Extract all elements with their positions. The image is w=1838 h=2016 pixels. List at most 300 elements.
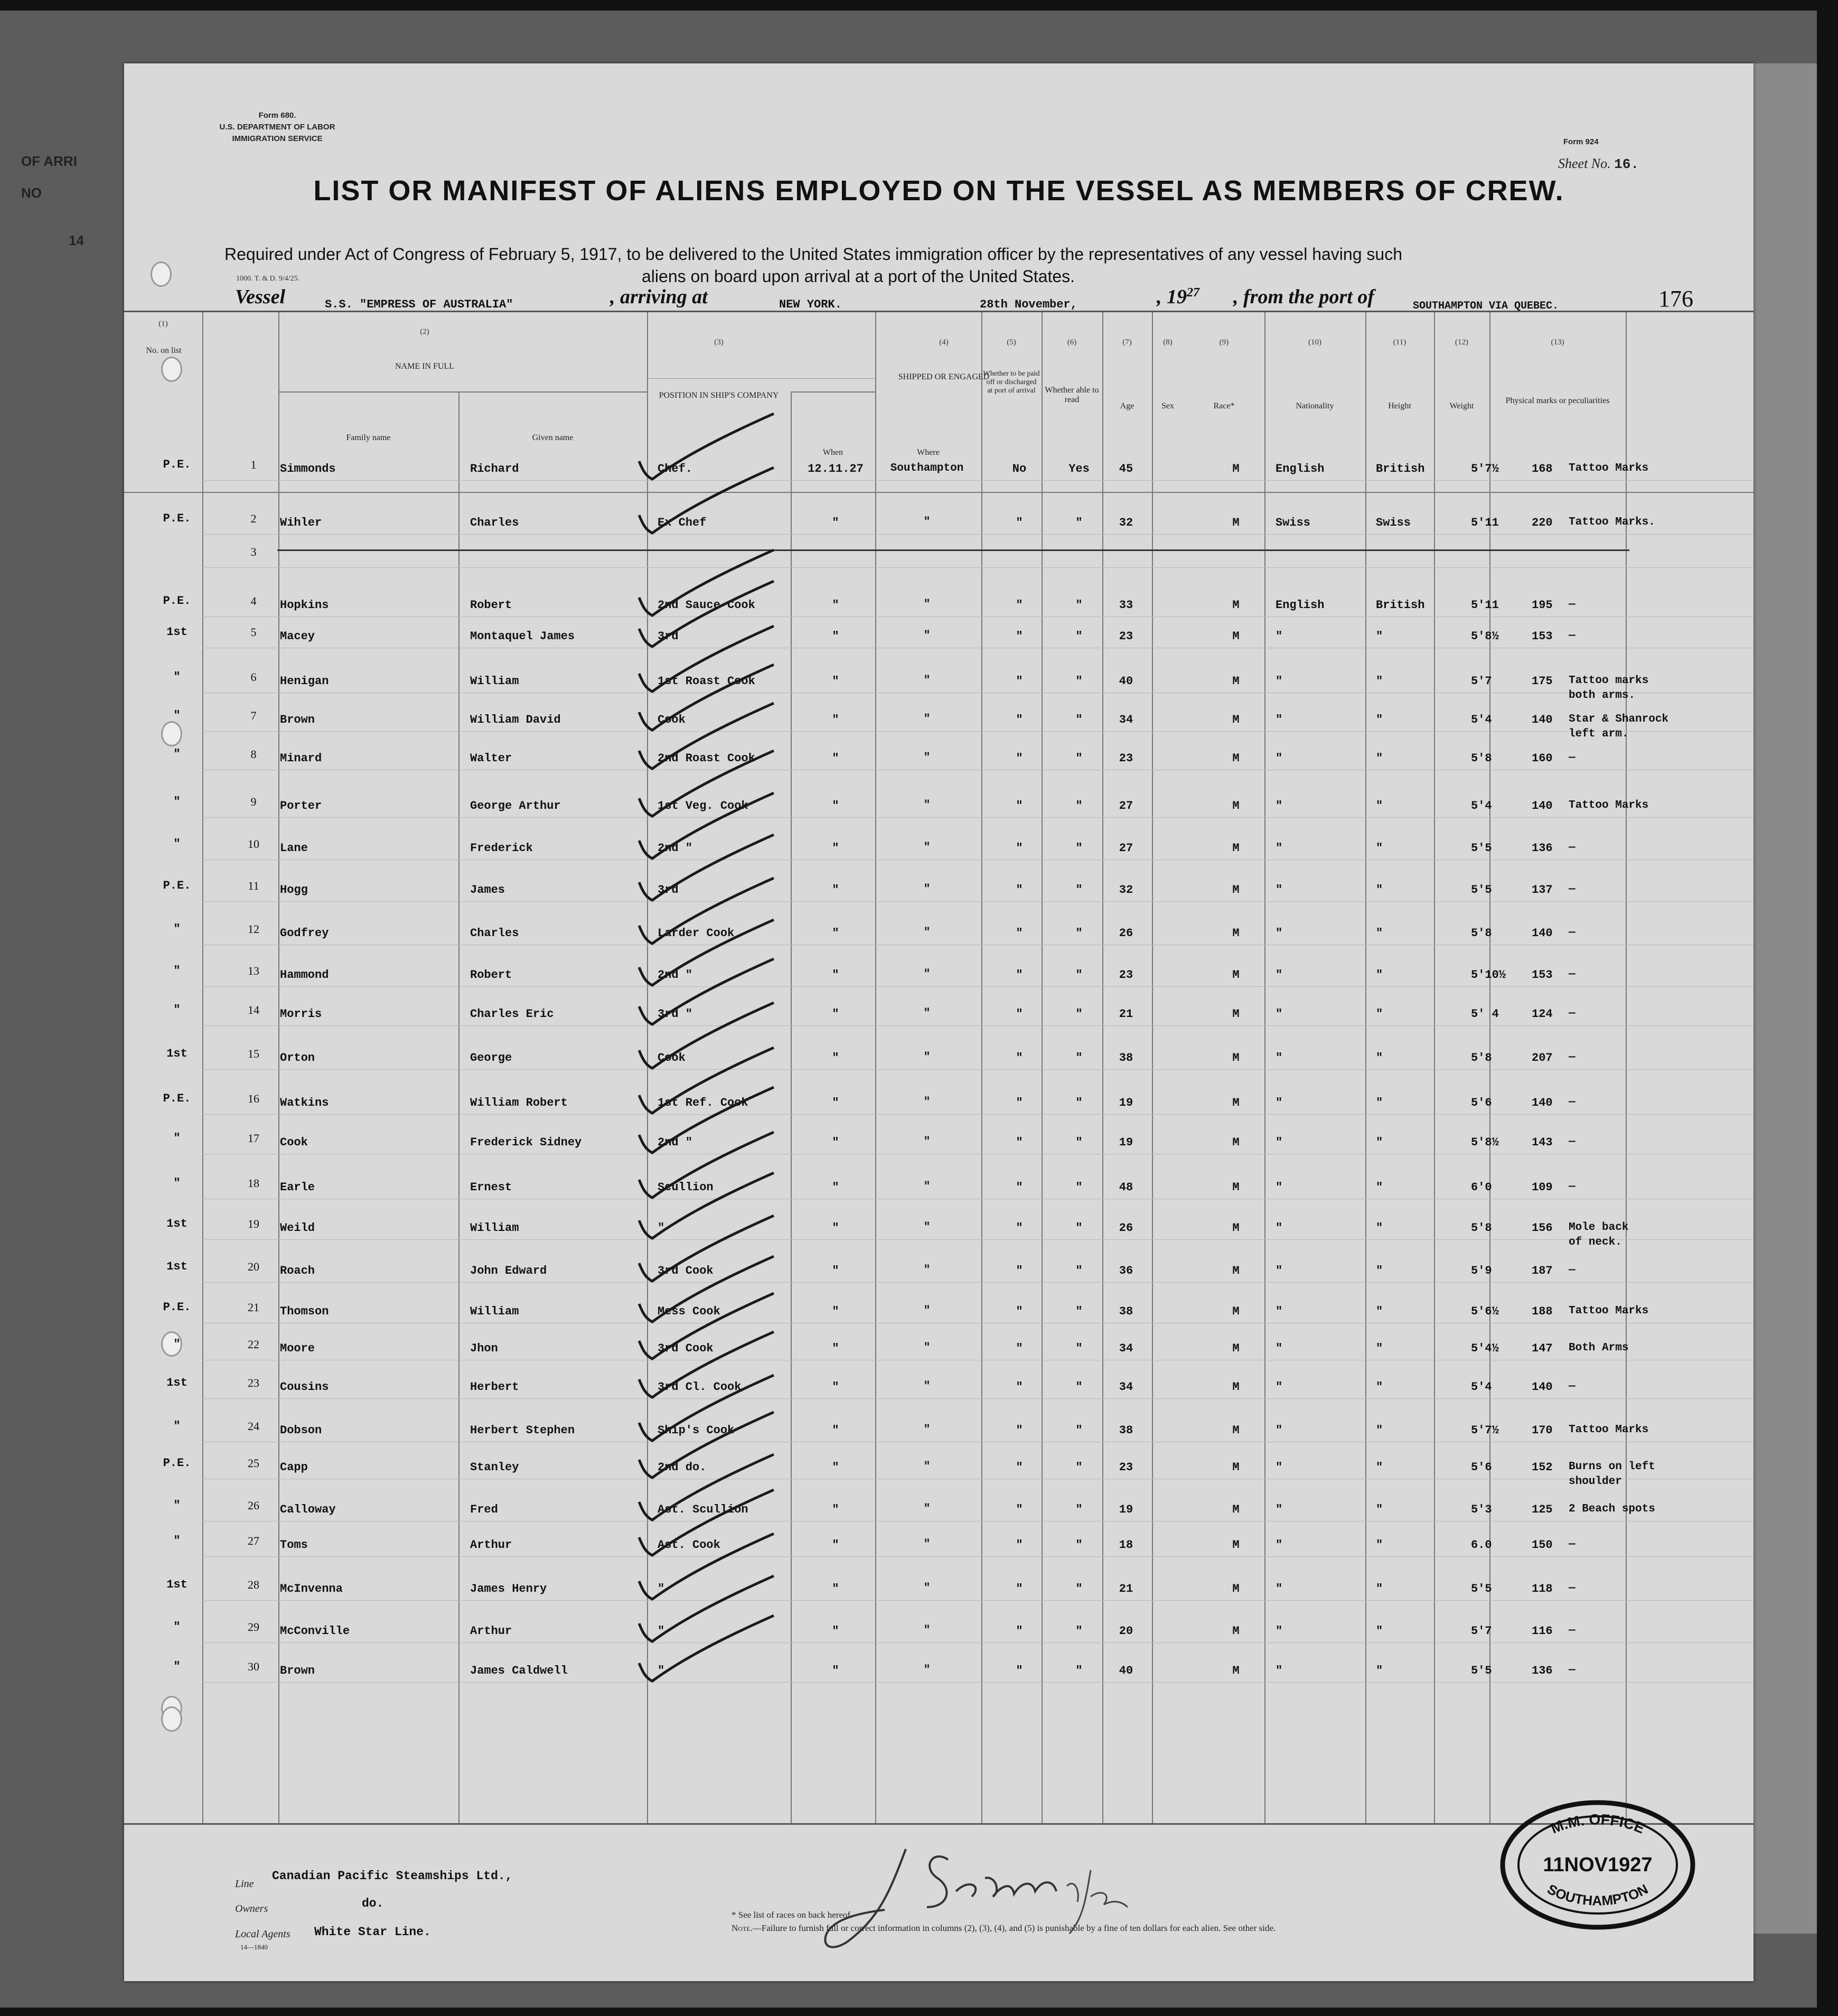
cell-race: " <box>1276 1342 1283 1355</box>
cell-paid: " <box>1016 1424 1023 1437</box>
cell-when: " <box>832 927 839 940</box>
stamp-bottom-text: SOUTHAMPTON <box>1544 1881 1651 1909</box>
cell-cls: 1st <box>166 1578 187 1591</box>
cell-age: 27 <box>1119 799 1133 813</box>
cell-no: 10 <box>248 837 259 851</box>
cell-no: 14 <box>248 1003 259 1016</box>
cell-when: " <box>832 516 839 529</box>
cell-position: 2nd do. <box>658 1461 707 1474</box>
cell-where: " <box>923 1461 931 1473</box>
cell-nat: " <box>1376 1461 1383 1474</box>
col-9-number: (9) <box>1219 338 1229 347</box>
cell-weight: 140 <box>1532 799 1553 813</box>
cell-position: Ast. Cook <box>658 1538 720 1552</box>
cell-marks-line2: both arms. <box>1569 689 1636 702</box>
cell-given: Fred <box>470 1503 498 1516</box>
cell-position: Cook <box>658 713 686 726</box>
cell-paid: " <box>1016 1007 1023 1021</box>
row-rule <box>202 731 1753 732</box>
cell-read: " <box>1075 1305 1083 1318</box>
cell-age: 19 <box>1119 1503 1133 1516</box>
cell-given: William David <box>470 713 561 726</box>
department-label: U.S. DEPARTMENT OF LABOR <box>219 123 335 132</box>
cell-sex: M <box>1232 1051 1240 1065</box>
cell-race: " <box>1276 1264 1283 1277</box>
cell-weight: 170 <box>1532 1424 1553 1437</box>
cell-sex: M <box>1232 1625 1240 1638</box>
cell-family: Brown <box>280 1664 315 1677</box>
col-11-number: (11) <box>1393 338 1406 347</box>
cell-marks: — <box>1569 1380 1576 1393</box>
row-rule <box>202 1642 1753 1643</box>
cell-when: " <box>832 883 839 897</box>
col-header-family-name: Family name <box>346 433 391 442</box>
cell-family: Watkins <box>280 1096 329 1109</box>
cell-race: Swiss <box>1276 516 1311 529</box>
cell-position: Mess Cook <box>658 1305 720 1318</box>
cell-paid: " <box>1016 1096 1023 1109</box>
cell-read: " <box>1075 713 1083 726</box>
form-number-right: Form 924 <box>1563 137 1599 146</box>
from-port-text: SOUTHAMPTON VIA QUEBEC. <box>1413 300 1559 312</box>
cell-nat: " <box>1376 1181 1383 1194</box>
cell-marks: — <box>1569 1582 1576 1594</box>
cell-race: " <box>1276 1664 1283 1677</box>
cell-where: " <box>923 675 931 687</box>
cell-position: Chef. <box>658 462 693 475</box>
cell-given: Stanley <box>470 1461 519 1474</box>
cell-when: " <box>832 1007 839 1021</box>
col-header-no-on-list: No. on list <box>146 346 182 355</box>
page-title: LIST OR MANIFEST OF ALIENS EMPLOYED ON THE VESSEL AS MEMBERS OF CREW. <box>313 175 1564 207</box>
cell-height: 5'4½ <box>1471 1342 1499 1355</box>
row-rule <box>202 1682 1753 1683</box>
cell-cls: P.E. <box>163 1301 191 1314</box>
cell-read: " <box>1075 752 1083 765</box>
cell-sex: M <box>1232 1096 1240 1109</box>
strike-line <box>277 549 1629 551</box>
cell-nat: " <box>1376 1342 1383 1355</box>
cell-family: Capp <box>280 1461 308 1474</box>
cell-read: " <box>1075 675 1083 688</box>
cell-age: 38 <box>1119 1051 1133 1065</box>
cell-read: " <box>1075 1264 1083 1277</box>
col-header-physical-marks: Physical marks or peculiarities <box>1505 396 1610 405</box>
cell-position: " <box>658 1221 665 1235</box>
cell-when: " <box>832 1582 839 1595</box>
cell-read: " <box>1075 1380 1083 1394</box>
cell-age: 20 <box>1119 1625 1133 1638</box>
cell-age: 19 <box>1119 1136 1133 1149</box>
cell-where: " <box>923 927 931 939</box>
cell-marks: — <box>1569 1096 1576 1108</box>
cell-position: 1st Roast Cook <box>658 675 755 688</box>
cell-read: " <box>1075 1096 1083 1109</box>
cell-age: 33 <box>1119 599 1133 612</box>
cell-position: 2nd Roast Cook <box>658 752 755 765</box>
row-rule <box>202 1114 1753 1115</box>
cell-weight: 152 <box>1532 1461 1553 1474</box>
cell-given: George <box>470 1051 512 1065</box>
inspector-signature <box>774 1828 1154 1955</box>
arrival-year <box>1157 285 1199 309</box>
cell-race: English <box>1276 599 1325 612</box>
local-agents-label: Local Agents <box>235 1928 290 1940</box>
cell-no: 29 <box>248 1620 259 1634</box>
cell-when: 12.11.27 <box>808 462 864 475</box>
page-number: 176 <box>1658 286 1693 312</box>
cell-paid: " <box>1016 752 1023 765</box>
cell-given: Frederick Sidney <box>470 1136 582 1149</box>
cell-weight: 220 <box>1532 516 1553 529</box>
cell-given: William <box>470 1221 519 1235</box>
cell-when: " <box>832 1461 839 1474</box>
cell-position: 1st Ref. Cook <box>658 1096 748 1109</box>
office-stamp <box>1492 1791 1703 1939</box>
subtitle-line-2: aliens on board upon arrival at a port of the United States. <box>642 267 1075 286</box>
cell-when: " <box>832 1503 839 1516</box>
cell-cls: " <box>173 795 181 808</box>
cell-where: " <box>923 1136 931 1148</box>
cell-nat: " <box>1376 675 1383 688</box>
cell-cls: 1st <box>166 1376 187 1389</box>
cell-paid: No <box>1012 462 1027 475</box>
cell-no: 13 <box>248 964 259 977</box>
owners-value: do. <box>362 1897 384 1910</box>
arriving-label-text: , arriving at <box>610 286 708 308</box>
cell-nat: " <box>1376 1096 1383 1109</box>
cell-height: 5'6½ <box>1471 1305 1499 1318</box>
cell-paid: " <box>1016 1305 1023 1318</box>
cell-height: 5'5 <box>1471 883 1492 897</box>
cell-height: 5'4 <box>1471 713 1492 726</box>
cell-position: 3rd <box>658 883 679 897</box>
cell-when: " <box>832 968 839 982</box>
col-4-number: (4) <box>939 338 949 347</box>
cell-nat: " <box>1376 927 1383 940</box>
cell-age: 34 <box>1119 713 1133 726</box>
cell-age: 23 <box>1119 1461 1133 1474</box>
cell-where: " <box>923 968 931 981</box>
cell-position: Ship's Cook <box>658 1424 735 1437</box>
cell-where: " <box>923 1007 931 1020</box>
cell-sex: M <box>1232 1136 1240 1149</box>
cell-where: " <box>923 1424 931 1436</box>
underlying-sheet-edge <box>1743 63 1817 1934</box>
cell-race: " <box>1276 630 1283 643</box>
cell-family: Moore <box>280 1342 315 1355</box>
col-12-number: (12) <box>1455 338 1468 347</box>
cell-family: Orton <box>280 1051 315 1065</box>
cell-cls: 1st <box>166 1217 187 1230</box>
svg-text:SOUTHAMPTON <box>1545 1881 1651 1908</box>
sheet-number-label <box>1558 156 1639 172</box>
cell-family: Porter <box>280 799 322 813</box>
cell-when: " <box>832 1181 839 1194</box>
cell-age: 32 <box>1119 516 1133 529</box>
cell-race: " <box>1276 1625 1283 1638</box>
print-code: 1000. T. & D. 9/4/25. <box>236 275 300 283</box>
cell-paid: " <box>1016 927 1023 940</box>
cell-height: 5'10½ <box>1471 968 1506 982</box>
cell-race: " <box>1276 883 1283 897</box>
cell-when: " <box>832 1096 839 1109</box>
cell-position: 2nd " <box>658 968 693 982</box>
cell-sex: M <box>1232 752 1240 765</box>
cell-family: Dobson <box>280 1424 322 1437</box>
cell-marks: Mole back <box>1569 1221 1629 1234</box>
cell-height: 5'5 <box>1471 1664 1492 1677</box>
cell-given: George Arthur <box>470 799 561 813</box>
cell-sex: M <box>1232 1342 1240 1355</box>
row-rule <box>202 986 1753 987</box>
cell-when: " <box>832 1136 839 1149</box>
cell-given: Jhon <box>470 1342 498 1355</box>
cell-where: " <box>923 1181 931 1193</box>
cell-no: 1 <box>250 458 257 471</box>
cell-family: Toms <box>280 1538 308 1552</box>
cell-no: 15 <box>248 1047 259 1060</box>
cell-given: James Caldwell <box>470 1664 568 1677</box>
cell-nat: " <box>1376 1264 1383 1277</box>
row-rule <box>202 480 1753 481</box>
cell-height: 5'11 <box>1471 599 1499 612</box>
cell-age: 23 <box>1119 968 1133 982</box>
cell-where: " <box>923 799 931 811</box>
cell-sex: M <box>1232 1007 1240 1021</box>
col-header-position: POSITION IN SHIP'S COMPANY <box>659 391 779 400</box>
cell-position: 3rd " <box>658 1007 693 1021</box>
cell-sex: M <box>1232 462 1240 475</box>
cell-nat: " <box>1376 1380 1383 1394</box>
cell-cls: " <box>173 1338 181 1351</box>
stamp-date: 11NOV1927 <box>1543 1854 1653 1876</box>
cell-sex: M <box>1232 1461 1240 1474</box>
cell-race: " <box>1276 842 1283 855</box>
cell-weight: 160 <box>1532 752 1553 765</box>
cell-family: Simmonds <box>280 462 336 475</box>
row-rule <box>202 1239 1753 1240</box>
cell-height: 6'0 <box>1471 1181 1492 1194</box>
cell-given: William <box>470 1305 519 1318</box>
cell-given: James Henry <box>470 1582 547 1595</box>
cell-given: Richard <box>470 462 519 475</box>
cell-read: " <box>1075 1503 1083 1516</box>
cell-where: " <box>923 599 931 611</box>
cell-height: 5'3 <box>1471 1503 1492 1516</box>
cell-family: Cook <box>280 1136 308 1149</box>
cell-paid: " <box>1016 1503 1023 1516</box>
cell-sex: M <box>1232 799 1240 813</box>
cell-no: 4 <box>250 594 257 608</box>
cell-position: Cook <box>658 1051 686 1065</box>
cell-height: 5'8 <box>1471 927 1492 940</box>
cell-family: Thomson <box>280 1305 329 1318</box>
cell-cls: " <box>173 1177 181 1190</box>
cell-nat: " <box>1376 1538 1383 1552</box>
cell-given: Ernest <box>470 1181 512 1194</box>
cell-when: " <box>832 1305 839 1318</box>
cell-position: Larder Cook <box>658 927 735 940</box>
cell-no: 6 <box>250 670 257 684</box>
cell-where: " <box>923 1264 931 1276</box>
cell-weight: 153 <box>1532 630 1553 643</box>
col-header-race: Race* <box>1213 402 1235 410</box>
cell-family: Roach <box>280 1264 315 1277</box>
cell-paid: " <box>1016 1342 1023 1355</box>
cell-height: 5'7½ <box>1471 1424 1499 1437</box>
cell-nat: " <box>1376 799 1383 813</box>
cell-paid: " <box>1016 599 1023 612</box>
cell-weight: 125 <box>1532 1503 1553 1516</box>
cell-sex: M <box>1232 713 1240 726</box>
cell-no: 11 <box>248 879 259 892</box>
cell-height: 5'11 <box>1471 516 1499 529</box>
cell-position: " <box>658 1625 665 1638</box>
cell-race: " <box>1276 968 1283 982</box>
cell-weight: 143 <box>1532 1136 1553 1149</box>
cell-position: Scullion <box>658 1181 714 1194</box>
cell-when: " <box>832 799 839 813</box>
cell-where: " <box>923 1625 931 1637</box>
cell-read: " <box>1075 883 1083 897</box>
cell-marks: Tattoo Marks. <box>1569 516 1655 528</box>
cell-when: " <box>832 1664 839 1677</box>
cell-race: " <box>1276 1461 1283 1474</box>
cell-given: William <box>470 675 519 688</box>
cell-no: 27 <box>248 1534 259 1547</box>
col-header-age: Age <box>1120 402 1134 410</box>
cell-given: Robert <box>470 968 512 982</box>
cell-marks: — <box>1569 1664 1576 1676</box>
row-rule <box>202 1398 1753 1399</box>
cell-read: " <box>1075 1051 1083 1065</box>
row-rule <box>202 567 1753 568</box>
row-rule <box>202 817 1753 818</box>
cell-cls: " <box>173 964 181 977</box>
cell-when: " <box>832 630 839 643</box>
cell-position: " <box>658 1582 665 1595</box>
cell-no: 24 <box>248 1420 259 1433</box>
cell-cls: P.E. <box>163 1092 191 1105</box>
cell-paid: " <box>1016 799 1023 813</box>
cell-when: " <box>832 713 839 726</box>
cell-position: 3rd Cook <box>658 1264 714 1277</box>
cell-age: 21 <box>1119 1582 1133 1595</box>
cell-weight: 175 <box>1532 675 1553 688</box>
col-header-nationality: Nationality <box>1296 402 1334 410</box>
cell-cls: P.E. <box>163 1457 191 1470</box>
sheet-label: Sheet No. <box>1558 156 1611 171</box>
edge-sheet-text-1: OF ARRI <box>21 153 77 169</box>
cell-marks: — <box>1569 927 1576 939</box>
cell-race: English <box>1276 462 1325 475</box>
edge-sheet-text-2: NO <box>21 185 42 201</box>
col-13-number: (13) <box>1551 338 1564 347</box>
cell-where: Southampton <box>890 462 964 474</box>
punch-hole <box>151 262 172 287</box>
cell-no: 28 <box>248 1578 259 1591</box>
manifest-page <box>124 63 1753 1981</box>
cell-age: 19 <box>1119 1096 1133 1109</box>
cell-read: " <box>1075 1221 1083 1235</box>
vessel-label <box>235 285 285 309</box>
cell-position: Ast. Scullion <box>658 1503 748 1516</box>
vessel-name <box>325 291 513 312</box>
cell-marks: — <box>1569 752 1576 764</box>
cell-race: " <box>1276 1221 1283 1235</box>
cell-family: Wihler <box>280 516 322 529</box>
cell-weight: 156 <box>1532 1221 1553 1235</box>
year-prefix: , 19 <box>1157 286 1187 308</box>
cell-marks: Tattoo marks <box>1569 675 1649 687</box>
col-1-number: (1) <box>158 320 168 328</box>
cell-age: 21 <box>1119 1007 1133 1021</box>
cell-where: " <box>923 1538 931 1551</box>
col-header-able-to-read: Whether able to read <box>1045 386 1099 404</box>
cell-given: James <box>470 883 505 897</box>
cell-marks: — <box>1569 1051 1576 1063</box>
cell-weight: 195 <box>1532 599 1553 612</box>
cell-no: 25 <box>248 1457 259 1470</box>
cell-marks: — <box>1569 1007 1576 1020</box>
cell-race: " <box>1276 1136 1283 1149</box>
arriving-port <box>779 291 842 312</box>
cell-family: Morris <box>280 1007 322 1021</box>
cell-sex: M <box>1232 968 1240 982</box>
cell-weight: 150 <box>1532 1538 1553 1552</box>
cell-nat: British <box>1376 462 1425 475</box>
cell-read: " <box>1075 1582 1083 1595</box>
cell-race: " <box>1276 1007 1283 1021</box>
cell-position: 2nd Sauce Cook <box>658 599 755 612</box>
cell-marks-line2: left arm. <box>1569 728 1629 740</box>
cell-cls: P.E. <box>163 512 191 525</box>
cell-family: McConville <box>280 1625 350 1638</box>
cell-read: " <box>1075 1342 1083 1355</box>
cell-paid: " <box>1016 1221 1023 1235</box>
cell-nat: " <box>1376 1305 1383 1318</box>
cell-sex: M <box>1232 599 1240 612</box>
cell-read: " <box>1075 1007 1083 1021</box>
cell-race: " <box>1276 1503 1283 1516</box>
cell-age: 38 <box>1119 1424 1133 1437</box>
cell-paid: " <box>1016 1181 1023 1194</box>
cell-no: 30 <box>248 1660 259 1673</box>
cell-marks: — <box>1569 1625 1576 1637</box>
cell-age: 32 <box>1119 883 1133 897</box>
cell-family: Earle <box>280 1181 315 1194</box>
cell-marks: Tattoo Marks <box>1569 1424 1649 1436</box>
cell-given: Montaquel James <box>470 630 575 643</box>
cell-given: Charles <box>470 516 519 529</box>
cell-read: " <box>1075 516 1083 529</box>
from-label-text: , from the port of <box>1233 286 1375 308</box>
line-label: Line <box>235 1878 254 1890</box>
cell-age: 45 <box>1119 462 1133 475</box>
arriving-port-text: NEW YORK. <box>779 298 842 311</box>
form-number-left: Form 680. <box>258 111 296 120</box>
cell-nat: " <box>1376 630 1383 643</box>
cell-where: " <box>923 1096 931 1108</box>
cell-race: " <box>1276 1380 1283 1394</box>
cell-given: Herbert <box>470 1380 519 1394</box>
col-5-number: (5) <box>1007 338 1016 347</box>
cell-given: Charles Eric <box>470 1007 554 1021</box>
from-label <box>1233 285 1374 309</box>
cell-weight: 168 <box>1532 462 1553 475</box>
cell-marks: — <box>1569 1538 1576 1551</box>
